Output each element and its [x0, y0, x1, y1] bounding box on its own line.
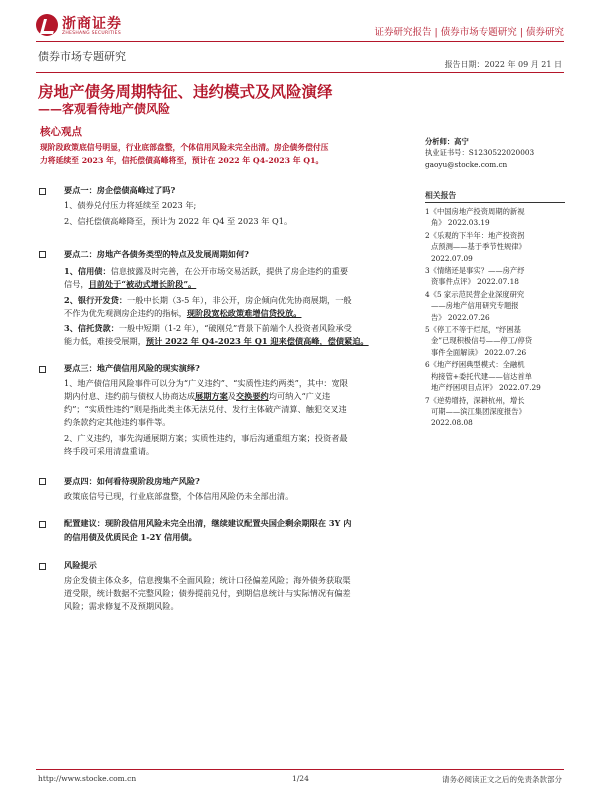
analyst-block	[425, 136, 534, 170]
checkbox-icon	[39, 188, 46, 195]
point3-title: 要点三：地产债信用风险的现实演绎?	[64, 363, 200, 373]
point3-extension-plan: 展期方案	[195, 391, 228, 401]
risk-line3: 风险；需求修复不及预期风险。	[64, 601, 179, 611]
related-item[interactable]	[425, 265, 565, 288]
point2-credit-text: 信息披露及时完善，在公开市场交易活跃，提供了房企违约的重要	[110, 266, 349, 276]
point2-bank-text: 一般中长期（3-5 年），非公开，房企倾向优先协商展期，一般	[127, 295, 352, 305]
point3-line2	[64, 390, 330, 403]
related-item-line: 2《乐观的下半年：地产投资拐	[425, 230, 525, 240]
point3-line2-and: 及	[227, 391, 236, 401]
core-heading: 核心观点	[40, 126, 82, 138]
related-item-line: ——房地产信用研究专题报	[431, 301, 519, 311]
related-item-line: 7《逆势增持，深耕杭州，增长	[425, 395, 525, 405]
related-item[interactable]	[425, 395, 565, 429]
core-summary-line2: 力将延续至 2023 年，信托偿债高峰将至，预计在 2022 年 Q4-2023 年 Q1。	[40, 156, 324, 165]
related-item-line: 2022.07.09	[431, 253, 473, 263]
related-item-line: 事件全面解读》 2022.07.26	[431, 347, 527, 357]
point2-credit-bond-cont	[64, 278, 196, 291]
point2-credit-text2: 信号，	[64, 279, 89, 289]
point1-line1: 1、债券兑付压力将延续至 2023 年;	[64, 200, 197, 210]
point3-line1: 1、地产债信用风险事件可以分为“广义违约”、“实质性违约两类”，其中：宽限	[64, 378, 348, 388]
point2-trust-loan-cont	[64, 335, 369, 348]
breadcrumb: 证券研究报告 | 债券市场专题研究 | 债券研究	[374, 27, 564, 38]
analyst-name: 分析师：高宁	[425, 137, 469, 146]
allocation-line1: 配置建议：现阶段信用风险未完全出清，继续建议配置央国企剩余期限在 3Y 内	[64, 518, 352, 528]
checkbox-icon	[39, 478, 46, 485]
related-item[interactable]	[425, 289, 565, 323]
related-item-line: 3《情绪还是事实？——房产纾	[425, 266, 525, 276]
point1-title: 要点一：房企偿债高峰过了吗?	[64, 185, 176, 195]
point2-title: 要点二：房地产各债务类型的特点及发展周期如何?	[64, 249, 249, 259]
point2-trust-label: 3、信托贷款：	[64, 323, 119, 333]
point2-bank-emphasis: 现阶段宽松政策难增信贷投放。	[186, 308, 302, 318]
section-label: 债券市场专题研究	[38, 50, 126, 63]
section-divider	[36, 72, 564, 73]
point2-credit-bond	[64, 265, 419, 278]
point2-bank-label: 2、银行开发贷：	[64, 295, 128, 305]
point3-line2-tail: 均可纳入“广义违	[268, 391, 331, 401]
point2-trust-loan	[64, 322, 352, 335]
point3-line5: 2、广义违约，事先沟通展期方案；实质性违约，事后沟通重组方案；投资者最	[64, 433, 348, 443]
page-subtitle: ——客观看待地产债风险	[38, 102, 171, 116]
related-item-line: 2022.08.08	[431, 418, 473, 428]
logo-icon	[36, 14, 58, 36]
footer-disclaimer: 请务必阅读正文之后的免责条款部分	[442, 775, 562, 784]
checkbox-icon	[39, 366, 46, 373]
related-item-line: 角》 2022.03.19	[431, 218, 490, 228]
related-item[interactable]	[425, 324, 565, 358]
related-item-line: 地产纾困项目点评》 2022.07.29	[431, 383, 541, 393]
analyst-email[interactable]: gaoyu@stocke.com.cn	[425, 159, 508, 169]
related-item-line: 4《5 家示范民营企业深度研究	[425, 289, 525, 299]
logo-text: 浙商证券	[62, 16, 122, 32]
related-item[interactable]	[425, 359, 565, 393]
core-summary-line1: 现阶段政策底信号明显，行业底部盘整，个体信用风险未完全出清。房企债务偿付压	[40, 143, 329, 152]
point4-line1: 政策底信号已现，行业底部盘整，个体信用风险仍未全部出清。	[64, 491, 294, 501]
point3-line3: 约”；“实质性违约”则是指此类主体无法兑付、发行主体破产清算、触犯交叉违	[64, 404, 347, 414]
point2-bank-text2: 不作为优先观测房企违约的指标，	[64, 308, 187, 318]
checkbox-icon	[39, 563, 46, 570]
point2-credit-emphasis: 目前处于“被动式增长阶段”。	[88, 279, 197, 289]
related-item-line: 5《停工不等于烂尾，“纾困基	[425, 325, 521, 335]
related-list	[425, 206, 565, 430]
related-item-line: 点预测——基于季节性规律》	[431, 242, 526, 252]
page-title: 房地产债务周期特征、违约模式及风险演绎	[38, 82, 333, 101]
point3-exchange-offer: 交换要约	[235, 391, 269, 401]
point2-trust-emphasis: 预计 2022 年 Q4-2023 年 Q1 迎来偿债高峰，偿债紧迫。	[145, 336, 369, 346]
footer-divider	[36, 769, 564, 770]
related-item[interactable]	[425, 230, 565, 264]
point2-trust-text: 一般中短期（1-2 年），“破刚兑”背景下前端个人投资者风险承受	[118, 323, 352, 333]
risk-line2: 道受限，统计数据不完整风险；债券提前兑付，到期信息统计与实际情况有偏差	[64, 588, 351, 598]
checkbox-icon	[39, 521, 46, 528]
risk-line1: 房企发债主体众多，信息搜集不全面风险；统计口径偏差风险；海外债务获取渠	[64, 575, 351, 585]
related-item[interactable]	[425, 206, 565, 229]
point1-line2: 2、信托偿债高峰降至，预计为 2022 年 Q4 至 2023 年 Q1。	[64, 216, 293, 226]
point3-line4: 约条款约定其他违约事件等。	[64, 417, 171, 427]
allocation-line2: 的信用债及优质民企 1-2Y 信用债。	[64, 532, 197, 542]
point2-bank-loan-cont	[64, 307, 301, 320]
footer-url[interactable]: http://www.stocke.com.cn	[38, 774, 137, 783]
point3-line2-text: 期内付息、违约前与债权人协商达成	[64, 391, 196, 401]
report-date: 报告日期：2022 年 09 月 21 日	[444, 60, 562, 69]
related-item-line: 1《中国房地产投资周期的新视	[425, 207, 525, 216]
point2-bank-loan	[64, 294, 352, 307]
header-divider	[36, 41, 564, 42]
logo-subtext: ZHESHANG SECURITIES	[62, 31, 121, 36]
related-item-line: 构接管+委托代建——信达首单	[431, 371, 532, 381]
page-number: 1/24	[292, 774, 309, 783]
point4-title: 要点四：如何看待现阶段房地产风险?	[64, 476, 200, 486]
related-item-line: 告》 2022.07.26	[431, 312, 490, 322]
related-item-line: 可期——滨江集团深度报告》	[431, 406, 526, 416]
checkbox-icon	[39, 251, 46, 258]
analyst-cert: 执业证书号：S1230522020003	[425, 148, 535, 158]
related-item-line: 金”已现积极信号——停工/停贷	[431, 336, 533, 346]
point2-trust-text2: 能力低，难接受展期，	[64, 336, 146, 346]
point2-credit-label: 1、信用债：	[64, 266, 111, 276]
related-item-line: 6《地产纾困典型模式：全融机	[425, 360, 525, 370]
related-heading: 相关报告	[425, 191, 457, 200]
risk-heading: 风险提示	[64, 560, 97, 570]
related-item-line: 资事件点评》 2022.07.18	[431, 277, 519, 287]
point3-line6: 终手段可采用清盘重请。	[64, 446, 155, 456]
related-divider	[425, 202, 565, 203]
